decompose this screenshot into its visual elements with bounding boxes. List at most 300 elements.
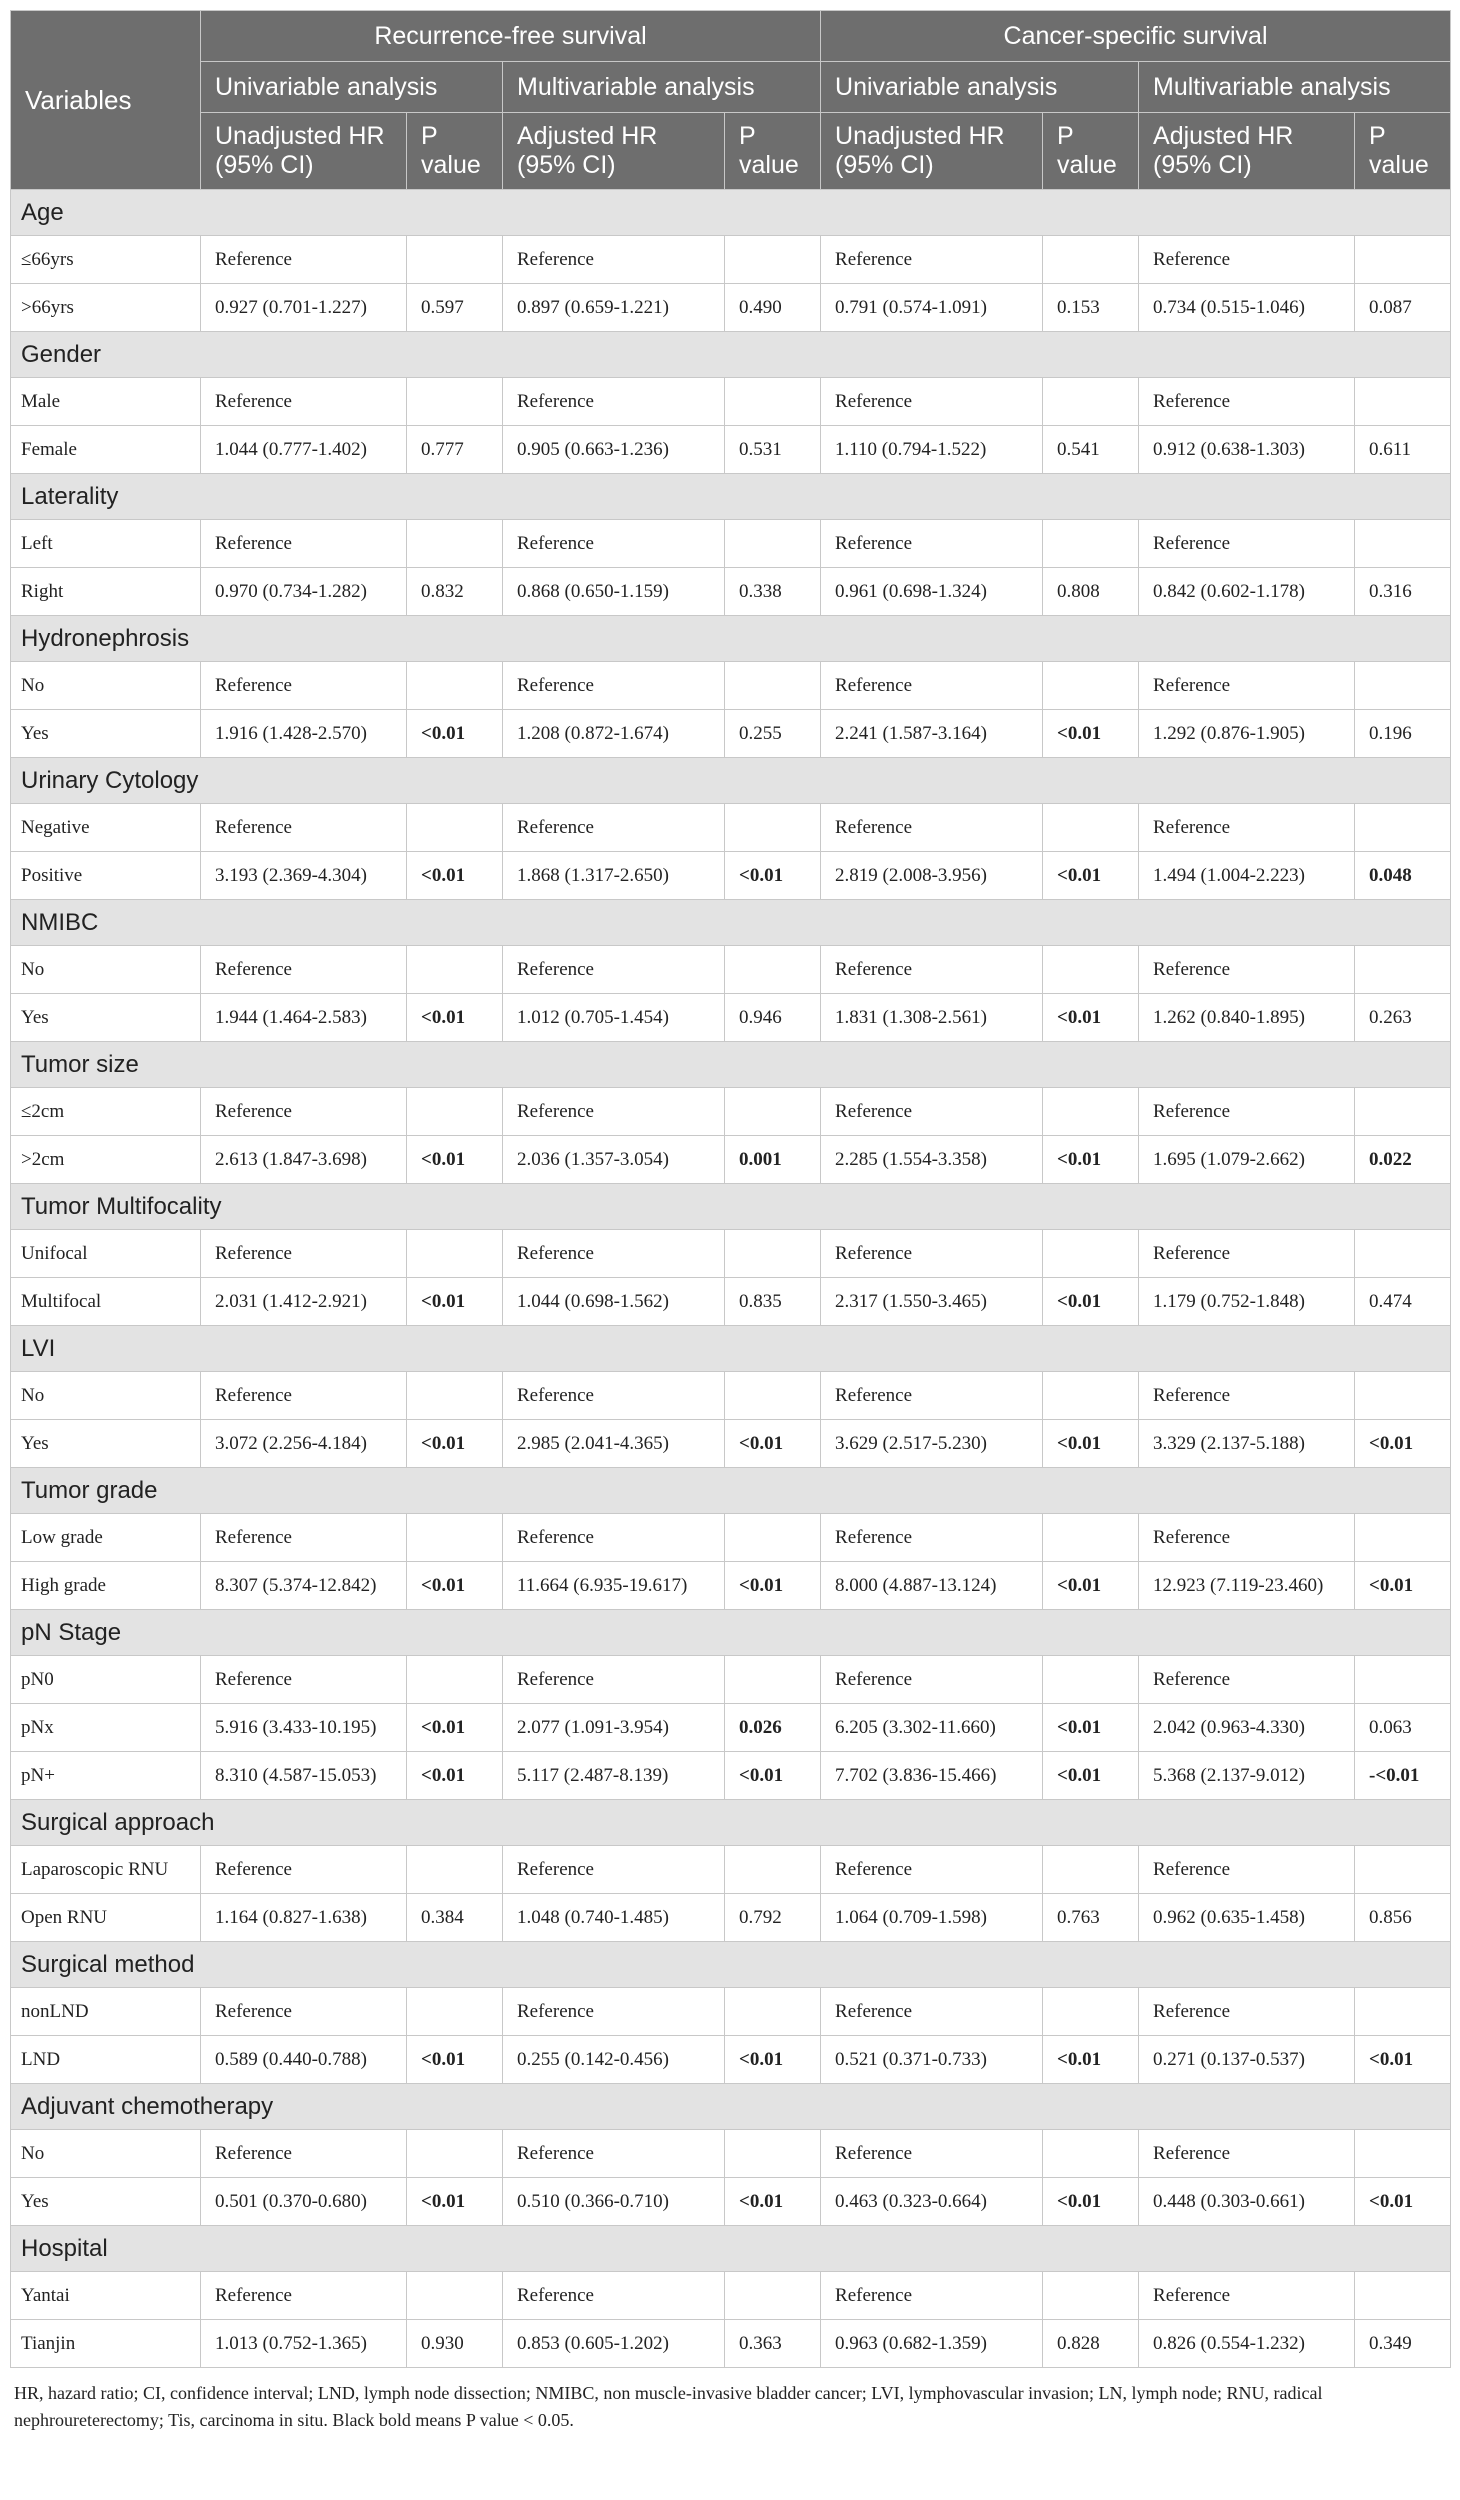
row-label: Yes — [11, 994, 201, 1042]
section-header-row — [11, 474, 1451, 520]
hr-value-cell: Reference — [821, 1372, 1043, 1420]
hr-value-cell: Reference — [503, 1514, 725, 1562]
p-value-cell: <0.01 — [1043, 710, 1139, 758]
p-value-cell — [1043, 662, 1139, 710]
hr-value-cell: Reference — [201, 1230, 407, 1278]
p-value-cell: <0.01 — [725, 1420, 821, 1468]
header-css-multivariable: Multivariable analysis — [1139, 62, 1451, 113]
hr-value-cell: Reference — [1139, 1372, 1355, 1420]
p-value-cell — [1043, 520, 1139, 568]
hr-value-cell: 0.791 (0.574-1.091) — [821, 284, 1043, 332]
p-value-cell — [1043, 1988, 1139, 2036]
p-value-cell — [725, 1230, 821, 1278]
p-value-cell — [1043, 236, 1139, 284]
table-row — [11, 2272, 1451, 2320]
table-row — [11, 2320, 1451, 2368]
hr-value-cell: Reference — [503, 1088, 725, 1136]
section-title: Tumor Multifocality — [11, 1184, 1451, 1230]
p-value-cell: <0.01 — [1043, 1704, 1139, 1752]
p-value-cell — [725, 1656, 821, 1704]
p-value-cell: <0.01 — [1043, 1420, 1139, 1468]
row-label: Positive — [11, 852, 201, 900]
hr-value-cell: Reference — [503, 520, 725, 568]
section-header-row — [11, 1610, 1451, 1656]
section-header-row — [11, 2226, 1451, 2272]
p-value-cell: 0.349 — [1355, 2320, 1451, 2368]
hr-value-cell: 0.734 (0.515-1.046) — [1139, 284, 1355, 332]
row-label: >2cm — [11, 1136, 201, 1184]
hr-value-cell: 1.262 (0.840-1.895) — [1139, 994, 1355, 1042]
row-label: pN0 — [11, 1656, 201, 1704]
table-row — [11, 946, 1451, 994]
hr-value-cell: 2.613 (1.847-3.698) — [201, 1136, 407, 1184]
table-row — [11, 568, 1451, 616]
section-header-row — [11, 2084, 1451, 2130]
p-value-cell: 0.363 — [725, 2320, 821, 2368]
p-value-cell — [1355, 662, 1451, 710]
hr-value-cell: 1.916 (1.428-2.570) — [201, 710, 407, 758]
p-value-cell — [1355, 1988, 1451, 2036]
hr-value-cell: Reference — [821, 1514, 1043, 1562]
hr-value-cell: 0.897 (0.659-1.221) — [503, 284, 725, 332]
table-container — [10, 10, 1450, 2434]
p-value-cell: 0.001 — [725, 1136, 821, 1184]
p-value-cell — [725, 2272, 821, 2320]
table-row — [11, 852, 1451, 900]
section-title: pN Stage — [11, 1610, 1451, 1656]
hr-value-cell: Reference — [1139, 946, 1355, 994]
p-value-cell: 0.048 — [1355, 852, 1451, 900]
section-header-row — [11, 1942, 1451, 1988]
hr-value-cell: Reference — [1139, 1088, 1355, 1136]
p-value-cell: <0.01 — [407, 994, 503, 1042]
hr-value-cell: Reference — [201, 236, 407, 284]
hr-value-cell: 1.831 (1.308-2.561) — [821, 994, 1043, 1042]
p-value-cell: 0.597 — [407, 284, 503, 332]
p-value-cell — [1043, 1088, 1139, 1136]
table-row — [11, 284, 1451, 332]
table-row — [11, 1136, 1451, 1184]
hr-value-cell: Reference — [821, 2272, 1043, 2320]
p-value-cell — [1043, 1514, 1139, 1562]
p-value-cell: <0.01 — [1355, 2036, 1451, 2084]
hr-value-cell: Reference — [503, 1230, 725, 1278]
p-value-cell: <0.01 — [1043, 2036, 1139, 2084]
p-value-cell — [725, 378, 821, 426]
p-value-cell — [725, 1846, 821, 1894]
hr-value-cell: Reference — [201, 1656, 407, 1704]
hr-value-cell: Reference — [201, 804, 407, 852]
hr-value-cell: 5.368 (2.137-9.012) — [1139, 1752, 1355, 1800]
p-value-cell — [725, 236, 821, 284]
row-label: Yes — [11, 710, 201, 758]
hr-value-cell: 12.923 (7.119-23.460) — [1139, 1562, 1355, 1610]
section-title: LVI — [11, 1326, 1451, 1372]
table-row — [11, 1562, 1451, 1610]
table-row — [11, 1088, 1451, 1136]
p-value-cell: 0.490 — [725, 284, 821, 332]
section-header-row — [11, 1800, 1451, 1846]
hr-value-cell: Reference — [821, 1088, 1043, 1136]
table-row — [11, 1704, 1451, 1752]
section-header-row — [11, 1468, 1451, 1514]
row-label: LND — [11, 2036, 201, 2084]
hr-value-cell: Reference — [821, 662, 1043, 710]
p-value-cell: <0.01 — [407, 1752, 503, 1800]
p-value-cell: 0.946 — [725, 994, 821, 1042]
section-title: Surgical method — [11, 1942, 1451, 1988]
p-value-cell — [407, 1988, 503, 2036]
section-title: Tumor size — [11, 1042, 1451, 1088]
section-header-row — [11, 1326, 1451, 1372]
hr-value-cell: Reference — [821, 1988, 1043, 2036]
p-value-cell — [1043, 2130, 1139, 2178]
hr-value-cell: Reference — [201, 946, 407, 994]
hr-value-cell: Reference — [503, 1846, 725, 1894]
p-value-cell — [1355, 378, 1451, 426]
p-value-cell — [1043, 1846, 1139, 1894]
hr-value-cell: Reference — [503, 2272, 725, 2320]
hr-value-cell: 5.117 (2.487-8.139) — [503, 1752, 725, 1800]
table-row — [11, 236, 1451, 284]
p-value-cell — [407, 1656, 503, 1704]
table-row — [11, 1894, 1451, 1942]
hr-value-cell: 8.310 (4.587-15.053) — [201, 1752, 407, 1800]
section-title: NMIBC — [11, 900, 1451, 946]
hr-value-cell: Reference — [1139, 1988, 1355, 2036]
p-value-cell — [725, 520, 821, 568]
p-value-cell — [1355, 2272, 1451, 2320]
hr-value-cell: Reference — [1139, 378, 1355, 426]
hr-value-cell: 2.241 (1.587-3.164) — [821, 710, 1043, 758]
header-css-uni-p-value: P value — [1043, 113, 1139, 190]
table-row — [11, 426, 1451, 474]
hr-value-cell: 0.970 (0.734-1.282) — [201, 568, 407, 616]
p-value-cell — [725, 2130, 821, 2178]
section-title: Age — [11, 190, 1451, 236]
p-value-cell — [407, 2272, 503, 2320]
p-value-cell: <0.01 — [725, 852, 821, 900]
p-value-cell — [407, 804, 503, 852]
p-value-cell — [725, 804, 821, 852]
section-header-row — [11, 616, 1451, 662]
row-label: Right — [11, 568, 201, 616]
hr-value-cell: Reference — [1139, 804, 1355, 852]
row-label: No — [11, 2130, 201, 2178]
p-value-cell: 0.022 — [1355, 1136, 1451, 1184]
p-value-cell: 0.338 — [725, 568, 821, 616]
hr-value-cell: 2.031 (1.412-2.921) — [201, 1278, 407, 1326]
hr-value-cell: 2.042 (0.963-4.330) — [1139, 1704, 1355, 1752]
p-value-cell — [1355, 946, 1451, 994]
table-row — [11, 662, 1451, 710]
hr-value-cell: 0.589 (0.440-0.788) — [201, 2036, 407, 2084]
hr-value-cell: 8.000 (4.887-13.124) — [821, 1562, 1043, 1610]
row-label: Laparoscopic RNU — [11, 1846, 201, 1894]
hr-value-cell: Reference — [821, 804, 1043, 852]
table-row — [11, 1656, 1451, 1704]
table-row — [11, 378, 1451, 426]
p-value-cell — [407, 1846, 503, 1894]
hr-value-cell: 0.963 (0.682-1.359) — [821, 2320, 1043, 2368]
hr-value-cell: Reference — [1139, 520, 1355, 568]
table-row — [11, 804, 1451, 852]
p-value-cell — [1355, 1656, 1451, 1704]
header-css-unadjusted-hr: Unadjusted HR (95% CI) — [821, 113, 1043, 190]
p-value-cell: 0.856 — [1355, 1894, 1451, 1942]
hr-value-cell: 1.012 (0.705-1.454) — [503, 994, 725, 1042]
hr-value-cell: 1.695 (1.079-2.662) — [1139, 1136, 1355, 1184]
hr-value-cell: 0.912 (0.638-1.303) — [1139, 426, 1355, 474]
p-value-cell: 0.263 — [1355, 994, 1451, 1042]
row-label: Tianjin — [11, 2320, 201, 2368]
hr-value-cell: 6.205 (3.302-11.660) — [821, 1704, 1043, 1752]
hr-value-cell: 1.044 (0.777-1.402) — [201, 426, 407, 474]
hr-value-cell: Reference — [503, 236, 725, 284]
p-value-cell: 0.063 — [1355, 1704, 1451, 1752]
p-value-cell: 0.026 — [725, 1704, 821, 1752]
p-value-cell: <0.01 — [1043, 2178, 1139, 2226]
table-footnote: HR, hazard ratio; CI, confidence interval; LND, lymph node dissection; NMIBC, non muscle-invasive bladder cancer; LVI, lymphovascular invasion; LN, lymph node; RNU, radical nephroureterectomy; Tis, carcinoma in situ. Black bold means P value < 0.05. — [14, 2383, 1323, 2430]
row-label: Yes — [11, 1420, 201, 1468]
p-value-cell: 0.777 — [407, 426, 503, 474]
hr-value-cell: 1.208 (0.872-1.674) — [503, 710, 725, 758]
hr-value-cell: 1.044 (0.698-1.562) — [503, 1278, 725, 1326]
table-row — [11, 1846, 1451, 1894]
header-css-adjusted-hr: Adjusted HR (95% CI) — [1139, 113, 1355, 190]
hr-value-cell: 1.944 (1.464-2.583) — [201, 994, 407, 1042]
p-value-cell — [407, 662, 503, 710]
p-value-cell — [407, 520, 503, 568]
hr-value-cell: 0.271 (0.137-0.537) — [1139, 2036, 1355, 2084]
hr-value-cell: Reference — [821, 1656, 1043, 1704]
hr-value-cell: 0.868 (0.650-1.159) — [503, 568, 725, 616]
hr-value-cell: Reference — [1139, 1514, 1355, 1562]
row-label: Multifocal — [11, 1278, 201, 1326]
p-value-cell: 0.153 — [1043, 284, 1139, 332]
section-title: Laterality — [11, 474, 1451, 520]
hr-value-cell: Reference — [821, 520, 1043, 568]
section-header-row — [11, 900, 1451, 946]
p-value-cell: <0.01 — [1043, 852, 1139, 900]
hr-value-cell: 0.853 (0.605-1.202) — [503, 2320, 725, 2368]
hr-value-cell: 0.463 (0.323-0.664) — [821, 2178, 1043, 2226]
p-value-cell: 0.835 — [725, 1278, 821, 1326]
hr-value-cell: Reference — [821, 1230, 1043, 1278]
hr-value-cell: 0.842 (0.602-1.178) — [1139, 568, 1355, 616]
hr-value-cell: 1.048 (0.740-1.485) — [503, 1894, 725, 1942]
p-value-cell: <0.01 — [1043, 1278, 1139, 1326]
p-value-cell: <0.01 — [725, 2178, 821, 2226]
table-body — [11, 190, 1451, 2368]
p-value-cell: <0.01 — [407, 2036, 503, 2084]
p-value-cell — [725, 1088, 821, 1136]
hr-value-cell: Reference — [1139, 2272, 1355, 2320]
row-label: Unifocal — [11, 1230, 201, 1278]
section-title: Hydronephrosis — [11, 616, 1451, 662]
p-value-cell — [407, 1372, 503, 1420]
p-value-cell: 0.196 — [1355, 710, 1451, 758]
table-row — [11, 1230, 1451, 1278]
p-value-cell — [1355, 1372, 1451, 1420]
section-header-row — [11, 1184, 1451, 1230]
table-row — [11, 1420, 1451, 1468]
p-value-cell: <0.01 — [1043, 994, 1139, 1042]
section-header-row — [11, 758, 1451, 804]
header-rfs-multivariable: Multivariable analysis — [503, 62, 821, 113]
hr-value-cell: Reference — [503, 2130, 725, 2178]
p-value-cell: 0.828 — [1043, 2320, 1139, 2368]
hr-value-cell: 2.285 (1.554-3.358) — [821, 1136, 1043, 1184]
p-value-cell: 0.763 — [1043, 1894, 1139, 1942]
p-value-cell: <0.01 — [1355, 2178, 1451, 2226]
p-value-cell: <0.01 — [725, 1752, 821, 1800]
p-value-cell: 0.930 — [407, 2320, 503, 2368]
p-value-cell — [407, 2130, 503, 2178]
p-value-cell — [1043, 378, 1139, 426]
hr-value-cell: 2.985 (2.041-4.365) — [503, 1420, 725, 1468]
hr-value-cell: Reference — [503, 946, 725, 994]
hr-value-cell: Reference — [201, 378, 407, 426]
table-row — [11, 2130, 1451, 2178]
p-value-cell: <0.01 — [725, 1562, 821, 1610]
hr-value-cell: 1.064 (0.709-1.598) — [821, 1894, 1043, 1942]
hr-value-cell: 1.494 (1.004-2.223) — [1139, 852, 1355, 900]
section-title: Tumor grade — [11, 1468, 1451, 1514]
p-value-cell: 0.792 — [725, 1894, 821, 1942]
hazard-ratio-table — [10, 10, 1451, 2368]
table-row — [11, 1988, 1451, 2036]
row-label: No — [11, 662, 201, 710]
p-value-cell: -<0.01 — [1355, 1752, 1451, 1800]
hr-value-cell: 1.164 (0.827-1.638) — [201, 1894, 407, 1942]
p-value-cell: <0.01 — [725, 2036, 821, 2084]
p-value-cell: <0.01 — [407, 2178, 503, 2226]
hr-value-cell: 11.664 (6.935-19.617) — [503, 1562, 725, 1610]
header-rfs-univariable: Univariable analysis — [201, 62, 503, 113]
row-label: ≤2cm — [11, 1088, 201, 1136]
hr-value-cell: Reference — [1139, 1656, 1355, 1704]
p-value-cell: 0.832 — [407, 568, 503, 616]
hr-value-cell: 2.317 (1.550-3.465) — [821, 1278, 1043, 1326]
p-value-cell: <0.01 — [1043, 1562, 1139, 1610]
hr-value-cell: Reference — [201, 2272, 407, 2320]
hr-value-cell: Reference — [503, 662, 725, 710]
hr-value-cell: 2.077 (1.091-3.954) — [503, 1704, 725, 1752]
hr-value-cell: 2.819 (2.008-3.956) — [821, 852, 1043, 900]
p-value-cell: <0.01 — [407, 852, 503, 900]
section-title: Hospital — [11, 2226, 1451, 2272]
hr-value-cell: Reference — [201, 1514, 407, 1562]
section-title: Gender — [11, 332, 1451, 378]
header-recurrence-free-survival: Recurrence-free survival — [201, 11, 821, 62]
p-value-cell — [407, 1230, 503, 1278]
section-header-row — [11, 190, 1451, 236]
p-value-cell: 0.611 — [1355, 426, 1451, 474]
hr-value-cell: 3.629 (2.517-5.230) — [821, 1420, 1043, 1468]
p-value-cell — [1043, 2272, 1139, 2320]
hr-value-cell: 5.916 (3.433-10.195) — [201, 1704, 407, 1752]
p-value-cell — [1355, 804, 1451, 852]
hr-value-cell: Reference — [201, 1846, 407, 1894]
row-label: No — [11, 1372, 201, 1420]
hr-value-cell: 7.702 (3.836-15.466) — [821, 1752, 1043, 1800]
hr-value-cell: 2.036 (1.357-3.054) — [503, 1136, 725, 1184]
hr-value-cell: 0.962 (0.635-1.458) — [1139, 1894, 1355, 1942]
hr-value-cell: 3.072 (2.256-4.184) — [201, 1420, 407, 1468]
hr-value-cell: Reference — [503, 1988, 725, 2036]
section-title: Urinary Cytology — [11, 758, 1451, 804]
row-label: Yantai — [11, 2272, 201, 2320]
p-value-cell: <0.01 — [407, 710, 503, 758]
p-value-cell: 0.316 — [1355, 568, 1451, 616]
p-value-cell — [1043, 804, 1139, 852]
row-label: >66yrs — [11, 284, 201, 332]
hr-value-cell: 0.905 (0.663-1.236) — [503, 426, 725, 474]
section-header-row — [11, 332, 1451, 378]
hr-value-cell: 0.255 (0.142-0.456) — [503, 2036, 725, 2084]
p-value-cell: <0.01 — [407, 1562, 503, 1610]
hr-value-cell: Reference — [201, 1088, 407, 1136]
table-header — [11, 11, 1451, 190]
p-value-cell — [725, 1988, 821, 2036]
p-value-cell — [725, 1514, 821, 1562]
hr-value-cell: 0.521 (0.371-0.733) — [821, 2036, 1043, 2084]
p-value-cell — [407, 236, 503, 284]
table-row — [11, 1752, 1451, 1800]
hr-value-cell: Reference — [821, 2130, 1043, 2178]
table-row — [11, 1514, 1451, 1562]
header-rfs-multi-p-value: P value — [725, 113, 821, 190]
p-value-cell: <0.01 — [1043, 1752, 1139, 1800]
header-rfs-unadjusted-hr: Unadjusted HR (95% CI) — [201, 113, 407, 190]
hr-value-cell: Reference — [201, 2130, 407, 2178]
p-value-cell — [407, 946, 503, 994]
hr-value-cell: Reference — [503, 1656, 725, 1704]
row-label: Yes — [11, 2178, 201, 2226]
hr-value-cell: 3.329 (2.137-5.188) — [1139, 1420, 1355, 1468]
p-value-cell: 0.531 — [725, 426, 821, 474]
p-value-cell — [1043, 1372, 1139, 1420]
row-label: nonLND — [11, 1988, 201, 2036]
row-label: pN+ — [11, 1752, 201, 1800]
hr-value-cell: Reference — [503, 1372, 725, 1420]
hr-value-cell: Reference — [201, 520, 407, 568]
p-value-cell — [1355, 1846, 1451, 1894]
p-value-cell: 0.087 — [1355, 284, 1451, 332]
p-value-cell: <0.01 — [407, 1278, 503, 1326]
p-value-cell: <0.01 — [407, 1704, 503, 1752]
p-value-cell: 0.808 — [1043, 568, 1139, 616]
hr-value-cell: 3.193 (2.369-4.304) — [201, 852, 407, 900]
row-label: No — [11, 946, 201, 994]
row-label: Negative — [11, 804, 201, 852]
p-value-cell: <0.01 — [1043, 1136, 1139, 1184]
row-label: ≤66yrs — [11, 236, 201, 284]
hr-value-cell: Reference — [1139, 662, 1355, 710]
p-value-cell — [1355, 1088, 1451, 1136]
hr-value-cell: 1.868 (1.317-2.650) — [503, 852, 725, 900]
hr-value-cell: Reference — [821, 378, 1043, 426]
row-label: Female — [11, 426, 201, 474]
p-value-cell: 0.541 — [1043, 426, 1139, 474]
hr-value-cell: 1.179 (0.752-1.848) — [1139, 1278, 1355, 1326]
hr-value-cell: Reference — [503, 378, 725, 426]
p-value-cell: <0.01 — [407, 1136, 503, 1184]
row-label: High grade — [11, 1562, 201, 1610]
p-value-cell — [725, 662, 821, 710]
row-label: pNx — [11, 1704, 201, 1752]
